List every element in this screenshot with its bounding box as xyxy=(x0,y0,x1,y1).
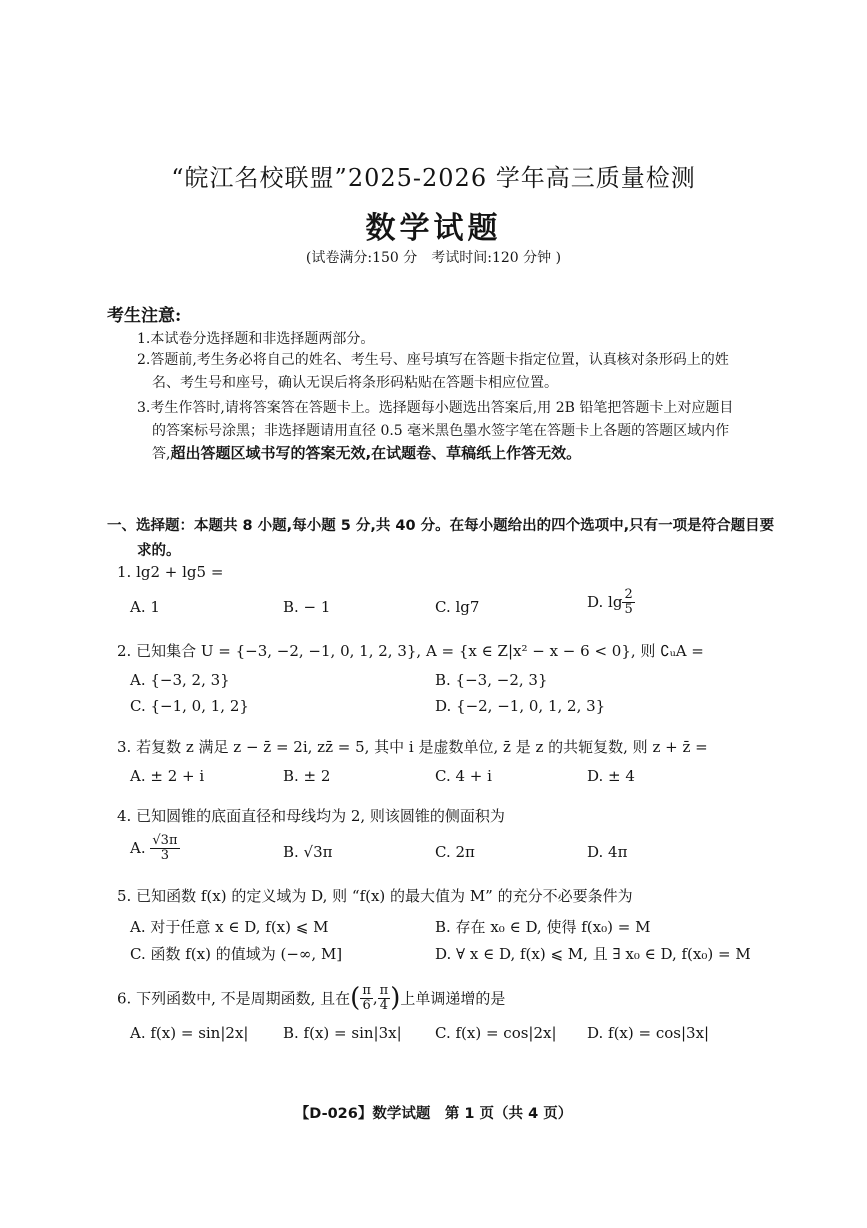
question-3-stem: 3. 若复数 z 满足 z − z̄ = 2i, zz̄ = 5, 其中 i 是虚数单位, z̄ 是 z 的共轭复数, 则 z + z̄ = xyxy=(117,738,708,756)
question-2-stem: 2. 已知集合 U = {−3, −2, −1, 0, 1, 2, 3}, A = {x ∈ Z|x² − x − 6 < 0}, 则 ∁ᵤA = xyxy=(117,642,704,660)
fraction-numerator: π xyxy=(362,982,371,998)
notice-heading: 考生注意: xyxy=(107,306,182,326)
exam-info: (试卷满分:150 分 考试时间:120 分钟 ) xyxy=(305,250,562,266)
question-5-stem: 5. 已知函数 f(x) 的定义域为 D, 则 “f(x) 的最大值为 M” 的充分不必要条件为 xyxy=(117,887,633,905)
question-5-option-d: D. ∀ x ∈ D, f(x) ⩽ M, 且 ∃ x₀ ∈ D, f(x₀) = M xyxy=(435,945,751,963)
question-2-option-a: A. {−3, 2, 3} xyxy=(130,671,230,689)
exam-header-title: “皖江名校联盟”2025-2026 学年高三质量检测 xyxy=(171,164,696,192)
notice-item-3-end xyxy=(152,442,581,463)
fraction-denominator: 3 xyxy=(160,847,170,863)
fraction-denominator: 5 xyxy=(624,601,633,617)
notice-item-2-cont: 名、考生号和座号，确认无误后将条形码粘贴在答题卡相应位置。 xyxy=(152,375,558,391)
question-2-option-d: D. {−2, −1, 0, 1, 2, 3} xyxy=(435,697,606,715)
subject-title: 数学试题 xyxy=(365,211,502,246)
question-1-option-d-prefix: D. lg xyxy=(587,593,623,612)
fraction-numerator: √3π xyxy=(152,833,178,848)
question-4-stem: 4. 已知圆锥的底面直径和母线均为 2, 则该圆锥的侧面积为 xyxy=(117,807,505,825)
question-1-stem: 1. lg2 + lg5 = xyxy=(117,563,224,581)
fraction-numerator: π xyxy=(379,982,389,998)
fraction-numerator: 2 xyxy=(624,587,633,602)
notice-item-3-prefix: 答, xyxy=(152,446,171,462)
question-2-option-c: C. {−1, 0, 1, 2} xyxy=(130,697,249,715)
fraction xyxy=(360,984,373,1012)
question-1-option-c: C. lg7 xyxy=(435,598,480,616)
question-3-option-a: A. ± 2 + i xyxy=(130,767,205,785)
question-2-option-b: B. {−3, −2, 3} xyxy=(435,671,548,689)
fraction xyxy=(378,984,391,1012)
notice-item-2: 2.答题前,考生务必将自己的姓名、考生号、座号填写在答题卡指定位置，认真核对条形码上的姓 xyxy=(137,352,729,368)
question-5-option-b: B. 存在 x₀ ∈ D, 使得 f(x₀) = M xyxy=(435,918,651,936)
question-6-option-c: C. f(x) = cos|2x| xyxy=(435,1024,557,1042)
question-6-option-d: D. f(x) = cos|3x| xyxy=(587,1024,710,1042)
question-6-stem-suffix: 上单调递增的是 xyxy=(400,989,506,1008)
notice-warning: 超出答题区域书写的答案无效,在试题卷、草稿纸上作答无效。 xyxy=(170,444,582,462)
section-1-heading-cont: 求的。 xyxy=(137,543,181,559)
question-6-option-b: B. f(x) = sin|3x| xyxy=(283,1024,402,1042)
open-paren: ( xyxy=(350,983,361,1013)
notice-item-3-cont: 的答案标号涂黑；非选择题请用直径 0.5 毫米黑色墨水签字笔在答题卡上各题的答题区域内作 xyxy=(152,423,730,439)
question-4-option-d: D. 4π xyxy=(587,843,628,861)
fraction xyxy=(150,834,179,862)
question-3-option-d: D. ± 4 xyxy=(587,767,635,785)
question-5-option-c: C. 函数 f(x) 的值域为 (−∞, M] xyxy=(130,945,343,963)
question-5-option-a: A. 对于任意 x ∈ D, f(x) ⩽ M xyxy=(130,918,329,936)
question-6-option-a: A. f(x) = sin|2x| xyxy=(130,1024,249,1042)
fraction xyxy=(622,588,634,616)
question-1-option-b: B. − 1 xyxy=(283,598,331,616)
question-6-stem xyxy=(117,983,505,1013)
fraction-denominator: 6 xyxy=(362,997,371,1013)
notice-item-3: 3.考生作答时,请将答案答在答题卡上。选择题每小题选出答案后,用 2B 铅笔把答题卡上对应题目 xyxy=(137,400,734,416)
section-1-heading: 一、选择题：本题共 8 小题,每小题 5 分,共 40 分。在每小题给出的四个选项中,只有一项是符合题目要 xyxy=(107,518,775,534)
question-1-option-a: A. 1 xyxy=(130,598,160,616)
question-4-option-a xyxy=(130,834,180,862)
fraction-denominator: 4 xyxy=(379,997,389,1013)
page-footer: 【D-026】数学试题 第 1 页（共 4 页） xyxy=(294,1106,573,1122)
question-1-option-d xyxy=(587,588,635,616)
close-paren: ) xyxy=(390,983,401,1013)
notice-item-1: 1.本试卷分选择题和非选择题两部分。 xyxy=(137,331,375,347)
question-3-option-b: B. ± 2 xyxy=(283,767,331,785)
question-4-option-a-prefix: A. xyxy=(130,839,146,858)
comma: , xyxy=(372,989,378,1007)
question-6-stem-prefix: 6. 下列函数中, 不是周期函数, 且在 xyxy=(117,989,351,1008)
question-4-option-c: C. 2π xyxy=(435,843,475,861)
question-4-option-b: B. √3π xyxy=(283,843,333,861)
question-3-option-c: C. 4 + i xyxy=(435,767,492,785)
